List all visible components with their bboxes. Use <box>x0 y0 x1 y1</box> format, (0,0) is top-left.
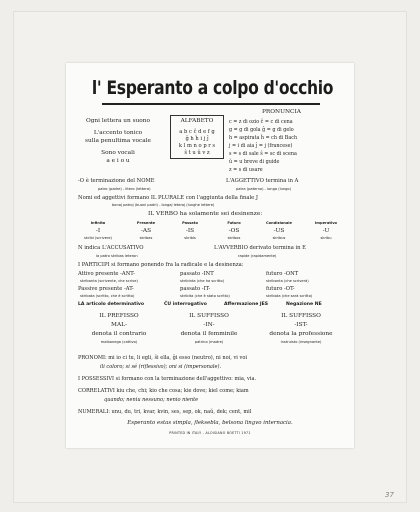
tense-name: Infinito <box>90 221 106 225</box>
tense-ending: -U <box>322 228 330 234</box>
tense-name: Passato <box>182 221 198 225</box>
title-rule <box>102 103 320 105</box>
nome-rule: -O è terminazione del NOME <box>78 178 155 184</box>
corner-note: 37 <box>385 491 394 499</box>
plurale-example: bonaj patroj (buoni padri) - longaj leteroj (lunghe lettere) <box>112 203 215 207</box>
alfabeto-row-2: ĝ h ĥ i j ĵ <box>185 136 209 142</box>
alfabeto-label: ALFABETO <box>180 118 214 124</box>
participio-attivo-futuro-note: skribonta (che scriverà) <box>266 279 309 283</box>
possessivi-rule: I POSSESSIVI si formano con la terminazione dell'aggettivo: mia, via. <box>78 376 257 382</box>
pronuncia-line: c = z di ozio ĉ = c di cena <box>229 119 293 125</box>
participi-heading: I PARTICIPI si formano ponendo fra la radicale e la desinenza: <box>78 262 244 268</box>
tense-example: skribu <box>320 236 332 240</box>
pronuncia-line: ŭ = u breve di guide <box>229 159 280 165</box>
affix-example: patrino (madre) <box>194 340 224 344</box>
tense-name: Futuro <box>227 221 241 225</box>
tense-ending: -OS <box>228 228 240 234</box>
tense-ending: -I <box>95 228 101 234</box>
affix-desc: denota il contrario <box>91 331 147 337</box>
footer-printer: PRINTED IN ITALY - ALOISIANO BOETTI 1971 <box>169 431 251 435</box>
participio-attivo-presente: Attivo presente -ANT- <box>78 271 135 277</box>
affix-title: IL SUFFISSO <box>281 313 321 319</box>
participio-attivo-note: skribanta (scrivente, che scrive) <box>80 279 138 283</box>
interrogativo: ĈU interrogativo <box>164 302 207 307</box>
tense-ending: -AS <box>140 228 152 234</box>
participio-attivo-passato-note: skribinta (che ha scritto) <box>180 279 225 283</box>
tense-name: Presente <box>136 221 156 225</box>
articolo-determinativo: LA articolo determinativo <box>78 302 145 307</box>
avverbio-example: rapide (rapidamente) <box>238 254 277 258</box>
correlativi-line-1: CORRELATIVI kiu che, chi; kio che cosa; kie dove; kiel come; kiam <box>78 388 249 394</box>
nome-example: patro (padre) - litero (lettera) <box>98 187 151 191</box>
tense-ending: -IS <box>185 228 195 234</box>
document-title: l' Esperanto a colpo d'occhio <box>91 77 334 99</box>
participio-attivo-futuro: futuro -ONT <box>266 271 299 277</box>
numerali-line: NUMERALI: unu, du, tri, kvar, kvin, ses, sep, ok, naŭ, dek; cent, mil <box>78 409 252 415</box>
affix-example: malbonega (cattivo) <box>100 340 138 344</box>
tense-name: Condizionale <box>266 221 292 225</box>
negazione: Negazione NE <box>286 302 322 307</box>
intro-line-3: sulla penultima vocale <box>85 138 151 144</box>
pronuncia-line: h = aspirata ĥ = ch di Bach <box>229 135 298 141</box>
affix-example: instruisto (insegnante) <box>280 340 322 344</box>
pronuncia-line: j = i di aia ĵ = j (francese) <box>229 143 293 149</box>
correlativi-line-2: quando; neniu nessuno; nenio niente <box>104 397 199 403</box>
intro-line-4: Sono vocali <box>101 150 135 156</box>
participio-passivo-futuro-note: skribota (che sarà scritto) <box>266 294 313 298</box>
affix-form: MAL- <box>111 322 127 328</box>
pronuncia-label: PRONUNCIA <box>262 109 301 115</box>
verbo-heading: IL VERBO ha solamente sei desinenze: <box>148 211 263 217</box>
avverbio-rule: L'AVVERBIO derivato termina in E <box>214 245 306 251</box>
participio-passivo-presente: Passive presente -AT- <box>78 286 134 292</box>
aggettivo-example: patra (paterno) - longa (lungo) <box>236 187 292 191</box>
tense-name: Imperativo <box>314 221 338 225</box>
affix-desc: denota la professione <box>269 331 333 337</box>
intro-line-5: a e i o u <box>106 158 130 164</box>
accusativo-example: la patro skribas leteron <box>96 254 138 258</box>
accusativo-rule: N indica L'ACCUSATIVO <box>78 245 144 251</box>
alfabeto-row-3: k l m n o p r s <box>178 143 216 149</box>
participio-passivo-passato-note: skribita (che è stato scritto) <box>180 294 230 298</box>
tense-example: skribus <box>272 236 286 240</box>
pronuncia-line: z = s di usare <box>229 167 263 173</box>
aggettivo-rule: L'AGGETTIVO termina in A <box>226 178 299 184</box>
affix-title: IL PREFISSO <box>99 313 139 319</box>
tense-example: skribis <box>184 236 196 240</box>
participio-passivo-passato: passato -IT- <box>180 286 211 292</box>
pronuncia-line: g = g di gola ĝ = g di gelo <box>229 127 294 133</box>
plurale-rule: Nomi ed aggettivi formano IL PLURALE con l'aggiunta della finale J <box>78 195 258 201</box>
alfabeto-box <box>170 115 224 159</box>
intro-line-2: L'accento tonico <box>93 130 143 136</box>
affix-form: -IN- <box>203 322 215 328</box>
affix-title: IL SUFFISSO <box>189 313 229 319</box>
footer-motto: Esperanto estas simpla, fleksebla, belsona lingvo internacia. <box>127 420 293 426</box>
intro-line-1: Ogni lettera un suono <box>85 118 151 124</box>
participio-passivo-futuro: futuro -OT- <box>266 286 295 292</box>
pronomi-line-1: PRONOMI: mi io ci tu, li egli, ŝi ella, ĝi esso (neutro), ni noi, vi voi <box>78 355 247 361</box>
affix-desc: denota il femminile <box>180 331 238 337</box>
tense-example: skribos <box>227 236 241 240</box>
pronuncia-line: s = s di sale ŝ = sc di scena <box>229 151 297 157</box>
affermazione: Affermazione JES <box>224 302 269 307</box>
document-sheet <box>66 63 354 448</box>
alfabeto-row-4: ŝ t u ŭ v z <box>184 150 210 156</box>
tense-example: skribas <box>139 236 153 240</box>
affix-form: -IST- <box>294 322 308 328</box>
participio-passivo-note: skribata (scritto, che è scritto) <box>80 294 135 298</box>
tense-ending: -US <box>273 228 285 234</box>
tense-example: skribi (scrivere) <box>84 236 112 240</box>
alfabeto-row-1: a b c ĉ d e f g <box>179 129 215 135</box>
pronomi-line-2: ili coloro; si sé (riflessivo); oni si (impersonale). <box>100 364 222 370</box>
participio-attivo-passato: passato -INT <box>180 271 214 277</box>
